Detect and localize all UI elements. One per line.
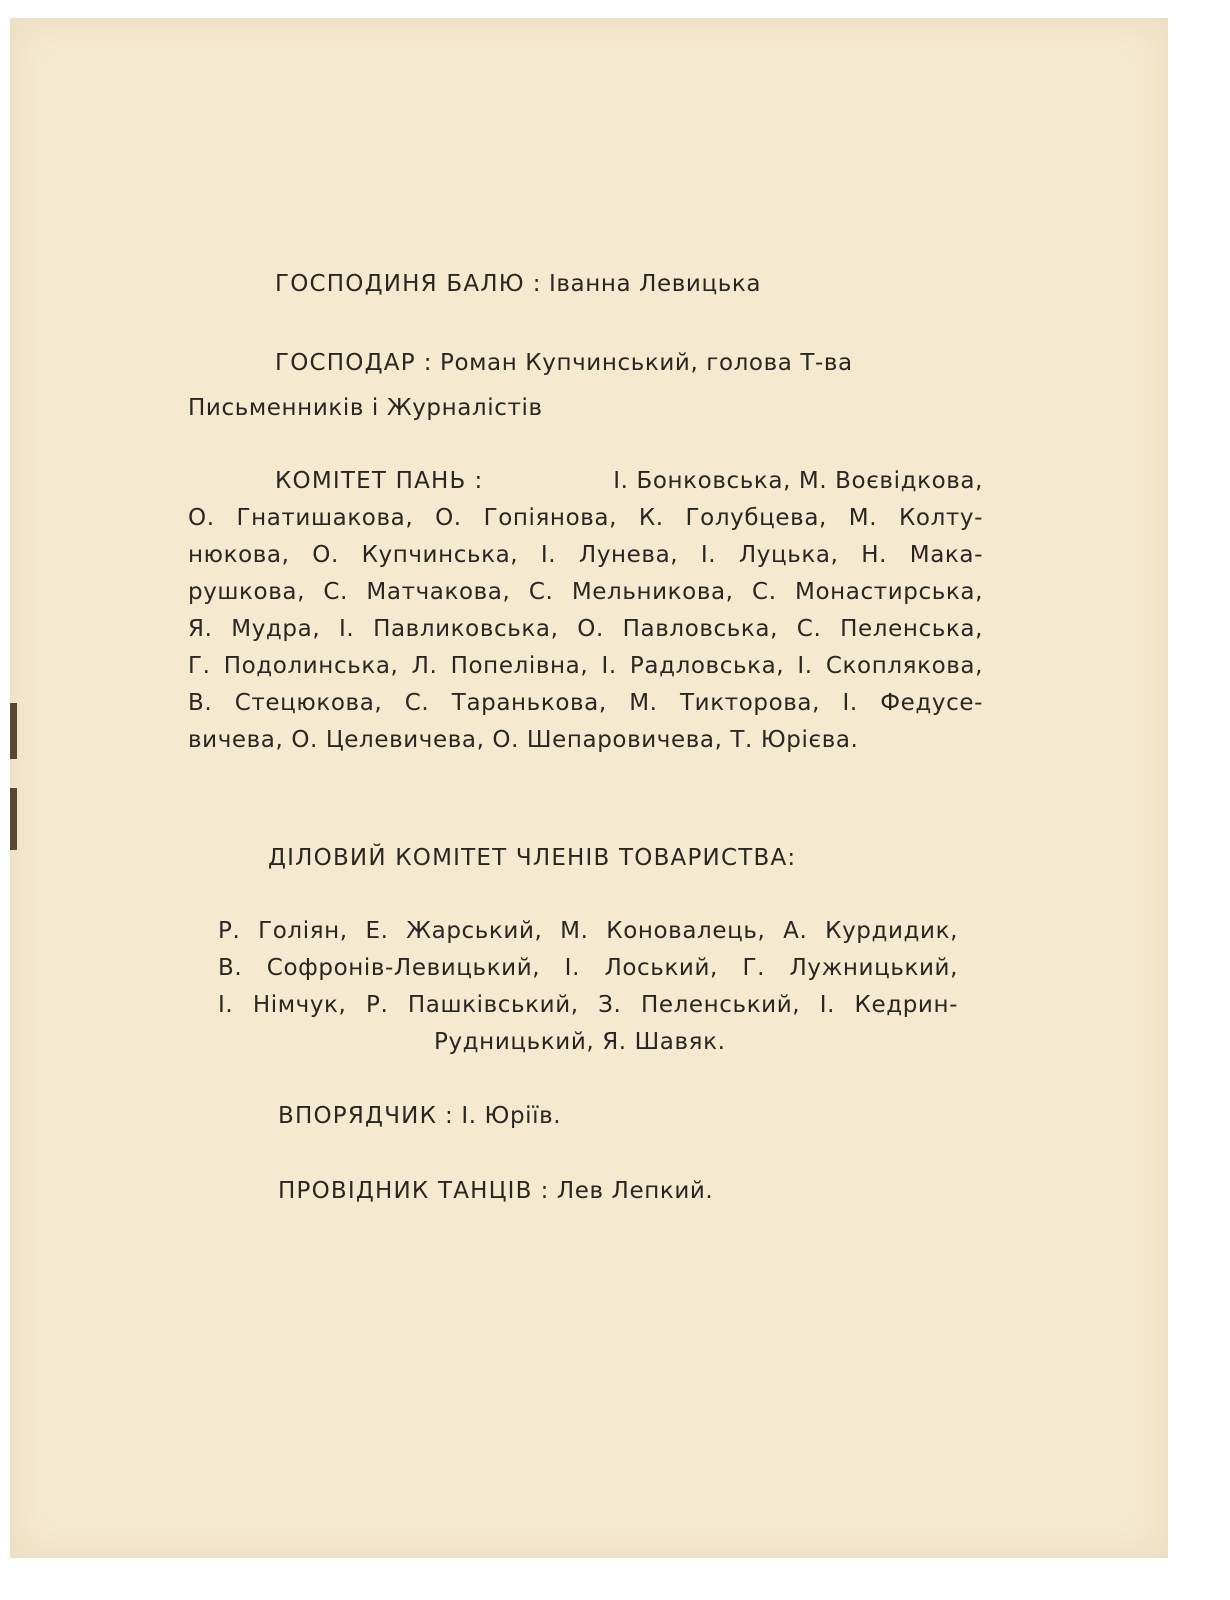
ladies-committee-line: В. Стецюкова, С. Таранькова, М. Тикторова, І. Федусе-	[188, 690, 983, 716]
ladies-committee-line: вичева, О. Целевичева, О. Шепаровичева, Т. Юрієва.	[188, 727, 859, 753]
dance-leader-name: Лев Лепкий.	[556, 1178, 714, 1204]
ladies-committee-line: Я. Мудра, І. Павликовська, О. Павловська, С. Пеленська,	[188, 616, 983, 642]
ladies-committee-line: рушкова, С. Матчакова, С. Мельникова, С. Монастирська,	[188, 579, 983, 605]
business-committee-line: Р. Голіян, Е. Жарський, М. Коновалець, А. Курдидик,	[218, 918, 958, 944]
hostess-name: Іванна Левицька	[549, 271, 762, 297]
binding-staple-bottom	[10, 788, 17, 850]
organizer-separator: :	[445, 1103, 454, 1129]
organizer-line	[278, 1098, 561, 1134]
business-committee-last-line: Рудницький, Я. Шавяк.	[434, 1029, 726, 1055]
host-line-2: Письменників і Журналістів	[188, 395, 543, 421]
hostess-title: ГОСПОДИНЯ БАЛЮ	[275, 271, 525, 297]
ladies-committee-title: КОМІТЕТ ПАНЬ	[275, 468, 467, 494]
dance-leader-line	[278, 1173, 713, 1209]
host-name: Роман Купчинський, голова Т-ва	[439, 350, 853, 376]
organizer-title: ВПОРЯДЧИК	[278, 1103, 438, 1129]
business-committee-line: І. Німчук, Р. Пашківський, З. Пеленський, І. Кедрин-	[218, 992, 958, 1018]
program-page	[10, 18, 1168, 1558]
ladies-committee-line: О. Гнатишакова, О. Гопіянова, К. Голубцева, М. Колту-	[188, 505, 983, 531]
ladies-committee-line: Г. Подолинська, Л. Попелівна, І. Радловська, І. Скоплякова,	[188, 653, 983, 679]
ladies-committee-heading	[275, 463, 983, 499]
host-title: ГОСПОДАР	[275, 350, 416, 376]
dance-leader-separator: :	[540, 1178, 549, 1204]
hostess-separator: :	[532, 271, 542, 297]
dance-leader-title: ПРОВІДНИК ТАНЦІВ	[278, 1178, 533, 1204]
ladies-committee-line: нюкова, О. Купчинська, І. Лунева, І. Луцька, Н. Мака-	[188, 542, 983, 568]
business-committee-title: ДІЛОВИЙ КОМІТЕТ ЧЛЕНІВ ТОВАРИСТВА:	[268, 845, 797, 871]
host-line	[275, 345, 853, 381]
hostess-line	[275, 266, 761, 302]
organizer-name: І. Юріїв.	[461, 1103, 562, 1129]
ladies-committee-separator: :	[474, 468, 483, 494]
host-separator: :	[423, 350, 433, 376]
ladies-committee-first-names: І. Бонковська, М. Воєвідкова,	[613, 468, 983, 494]
binding-staple-top	[10, 703, 17, 759]
business-committee-line: В. Софронів-Левицький, І. Лоський, Г. Лужницький,	[218, 955, 958, 981]
